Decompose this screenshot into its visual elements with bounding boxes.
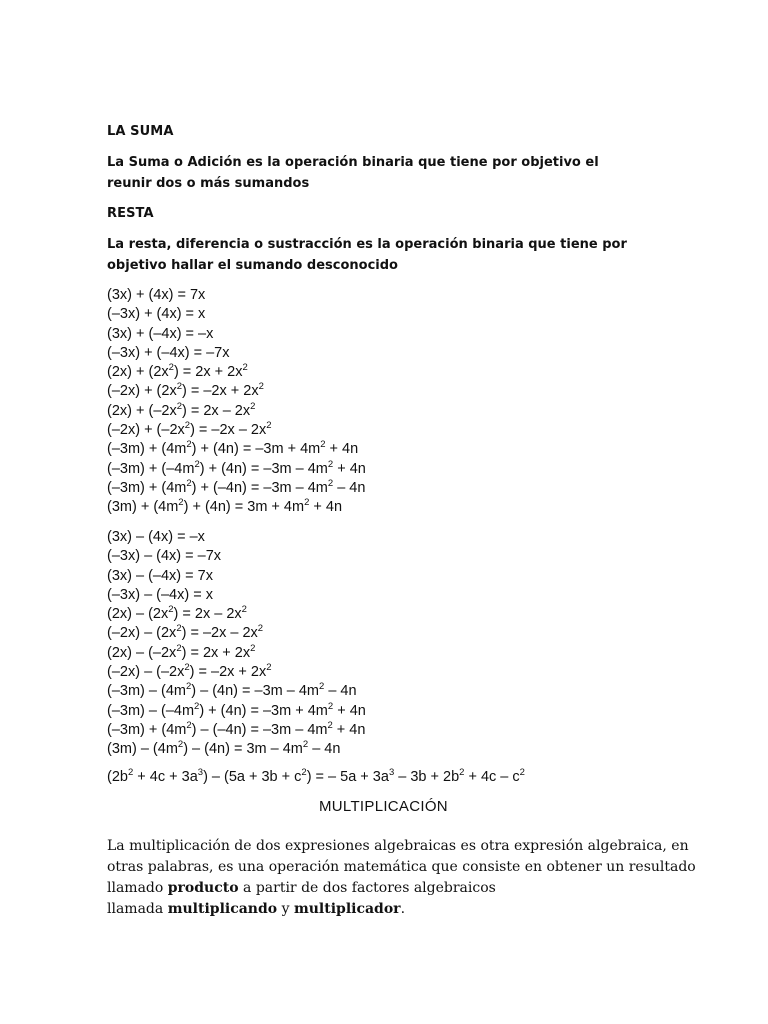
difference-equation-6: $(-2x) - (2x^2) = -2x - 2x^2$ bbox=[107, 623, 264, 642]
sum-equation-7: $(2x) + (-2x^2) = 2x - 2x^2$ bbox=[107, 400, 256, 419]
mult-line-1: La multiplicación de dos expresiones algebraicas es otra expresión algebraica, en bbox=[107, 838, 689, 854]
difference-equation-9: $(-3m) - (4m^2) - (4n) = -3m - 4m^2 - 4n$ bbox=[107, 681, 357, 700]
term-multiplicando: multiplicando bbox=[167, 901, 278, 917]
difference-equation-7: $(2x) - (-2x^2) = 2x + 2x^2$ bbox=[107, 642, 256, 661]
sum-equation-1: (3x) + (4x) = 7x bbox=[107, 287, 206, 303]
mult-line-3-post: a partir de dos factores algebraicos bbox=[238, 880, 496, 896]
mult-line-2: otras palabras, es una operación matemática que consiste en obtener un resultado bbox=[107, 859, 696, 875]
sum-equation-2: (–3x) + (4x) = x bbox=[107, 306, 206, 323]
sum-equation-11: $(-3m) + (4m^2) + (-4n) = -3m - 4m^2 - 4n$ bbox=[107, 477, 366, 496]
resta-text: La resta, diferencia o sustracción es la operación binaria que tiene por objetivo hallar el sumando desconocido bbox=[107, 237, 627, 273]
difference-equation-3: (3x) – (–4x) = 7x bbox=[107, 567, 213, 584]
difference-equations-list bbox=[107, 528, 366, 760]
difference-equation-4: (–3x) – (–4x) = x bbox=[107, 586, 213, 603]
mult-line-4-pre: llamada bbox=[107, 901, 168, 917]
difference-equation-5: $(2x) - (2x^2) = 2x - 2x^2$ bbox=[107, 604, 247, 623]
sum-equation-9: $(-3m) + (4m^2) + (4n) = -3m + 4m^2 + 4n$ bbox=[107, 439, 359, 458]
mult-line-4 bbox=[107, 899, 667, 920]
sum-equation-5: $(2x) + (2x^2) = 2x + 2x^2$ bbox=[107, 362, 248, 381]
sum-equation-12: $(3m) + (4m^2) + (4n) = 3m + 4m^2 + 4n$ bbox=[107, 497, 343, 516]
sum-equation-3: (3x) + (–4x) = –x bbox=[107, 325, 214, 342]
multiplicacion-title: MULTIPLICACIÓN bbox=[319, 798, 448, 815]
term-producto: producto bbox=[167, 880, 239, 896]
mult-line-3 bbox=[107, 878, 667, 899]
difference-equation-1: (3x) – (4x) = –x bbox=[107, 529, 205, 545]
sum-equation-10: $(-3m) + (-4m^2) + (4n) = -3m - 4m^2 + 4n$ bbox=[107, 458, 366, 477]
sum-equation-8: $(-2x) + (-2x^2) = -2x - 2x^2$ bbox=[107, 420, 272, 439]
mult-line-4-mid: y bbox=[277, 901, 294, 917]
resta-heading: RESTA bbox=[107, 206, 154, 221]
sum-equation-6: $(-2x) + (2x^2) = -2x + 2x^2$ bbox=[107, 381, 264, 400]
mult-line-4-post: . bbox=[400, 901, 406, 917]
multiplicacion-text bbox=[107, 836, 696, 920]
difference-equation-12: $(3m) - (4m^2) - (4n) = 3m - 4m^2 - 4n$ bbox=[107, 739, 341, 758]
difference-equation-2: (–3x) – (4x) = –7x bbox=[107, 548, 222, 565]
polynomial-equation: $(2b^2 + 4c + 3a^3) - (5a + 3b + c^2)$ = – $5a + 3a^3 - 3b + 2b^2 + 4c - c^2$ bbox=[107, 767, 525, 785]
sum-equations-list bbox=[107, 286, 366, 518]
suma-text: La Suma o Adición es la operación binaria que tiene por objetivo el reunir dos o más sumandos bbox=[107, 155, 599, 191]
suma-heading: LA SUMA bbox=[107, 124, 174, 139]
mult-line-3-pre: llamado bbox=[107, 880, 168, 896]
difference-equation-11: $(-3m) + (4m^2) - (-4n) = -3m - 4m^2 + 4n$ bbox=[107, 719, 366, 738]
difference-equation-10: $(-3m) - (-4m^2) + (4n) = -3m + 4m^2 + 4n$ bbox=[107, 700, 366, 719]
sum-equation-4: (–3x) + (–4x) = –7x bbox=[107, 344, 230, 361]
difference-equation-8: $(-2x) - (-2x^2) = -2x + 2x^2$ bbox=[107, 662, 272, 681]
term-multiplicador: multiplicador bbox=[293, 901, 401, 917]
